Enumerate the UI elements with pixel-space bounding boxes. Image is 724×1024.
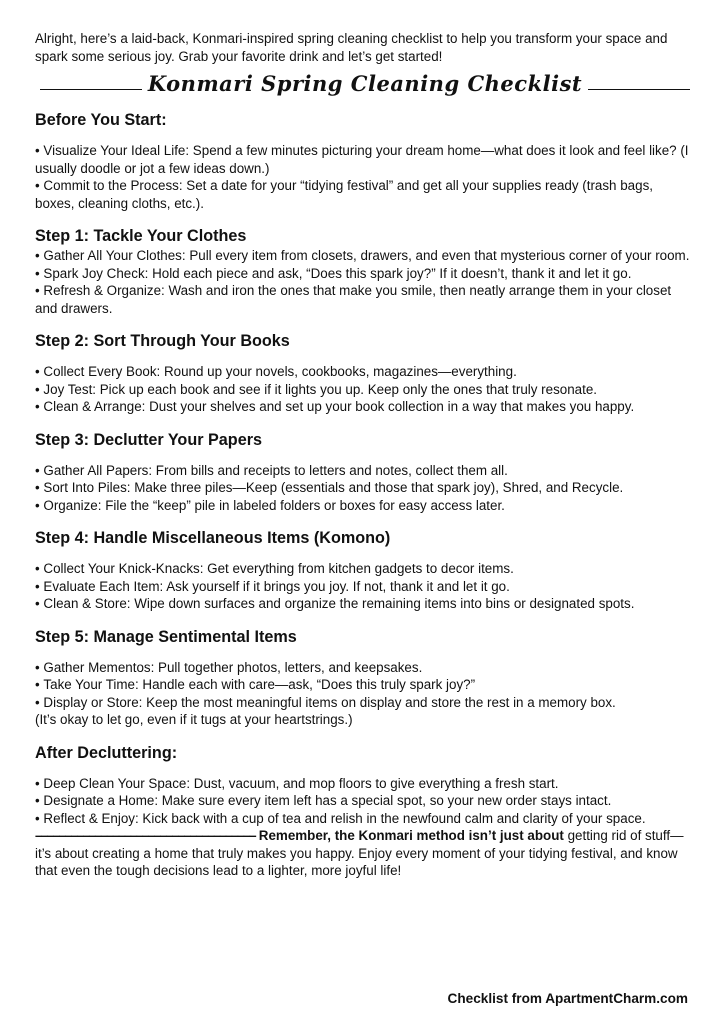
list-item: • Gather All Papers: From bills and receipts to letters and notes, collect them all. [35, 462, 695, 480]
section-step-1 [35, 226, 695, 317]
list-item: • Gather All Your Clothes: Pull every item from closets, drawers, and even that mysterious corner of your room. [35, 247, 695, 265]
list-item: • Gather Mementos: Pull together photos, letters, and keepsakes. [35, 659, 695, 677]
checklist-page [35, 30, 695, 880]
section-heading: Step 1: Tackle Your Clothes [35, 227, 247, 245]
list-item: • Collect Your Knick-Knacks: Get everything from kitchen gadgets to decor items. [35, 560, 695, 578]
list-item: • Spark Joy Check: Hold each piece and ask, “Does this spark joy?” If it doesn’t, thank it and let it go. [35, 265, 695, 283]
list-item: • Collect Every Book: Round up your novels, cookbooks, magazines—everything. [35, 363, 695, 381]
title-rule-right [588, 89, 690, 90]
section-heading: Step 2: Sort Through Your Books [35, 332, 290, 350]
list-item: • Deep Clean Your Space: Dust, vacuum, and mop floors to give everything a fresh start. [35, 775, 695, 793]
section-heading: After Decluttering: [35, 743, 178, 762]
section-step-3 [35, 430, 695, 515]
list-item: • Commit to the Process: Set a date for your “tidying festival” and get all your supplies ready (trash bags, boxes, cleaning cloths, etc.). [35, 177, 695, 212]
list-item: • Organize: File the “keep” pile in labeled folders or boxes for easy access later. [35, 497, 695, 515]
section-step-5 [35, 627, 695, 729]
list-item: • Designate a Home: Make sure every item left has a special spot, so your new order stays intact. [35, 792, 695, 810]
section-heading: Step 5: Manage Sentimental Items [35, 627, 297, 646]
section-heading: Step 3: Declutter Your Papers [35, 430, 262, 449]
title-banner [35, 71, 695, 96]
closing-paragraph [35, 827, 695, 880]
section-heading: Step 4: Handle Miscellaneous Items (Komono) [35, 529, 391, 547]
page-title: Konmari Spring Cleaning Checklist [147, 71, 583, 96]
closing-emphasis: Remember, the Konmari method isn’t just about [258, 828, 564, 843]
section-step-4 [35, 528, 695, 613]
section-note: (It’s okay to let go, even if it tugs at your heartstrings.) [35, 712, 353, 727]
source-credit: Checklist from ApartmentCharm.com [447, 991, 688, 1006]
closing-text: getting rid of stuff—it’s about creating a home that truly makes you happy. Enjoy every moment of your tidying festival, and know that even the tough decisions lead to a lighter, more joyful life! [35, 828, 684, 878]
list-item: • Evaluate Each Item: Ask yourself if it brings you joy. If not, thank it and let it go. [35, 578, 695, 596]
intro-text: Alright, here’s a laid-back, Konmari-inspired spring cleaning checklist to help you transform your space and spark some serious joy. Grab your favorite drink and let’s get started! [35, 31, 668, 64]
list-item: • Sort Into Piles: Make three piles—Keep (essentials and those that spark joy), Shred, and Recycle. [35, 479, 695, 497]
title-rule-left [40, 89, 142, 90]
section-heading: Before You Start: [35, 111, 167, 129]
closing-divider: ––––––––––––––––––––––––––––––––––––– [35, 828, 256, 843]
section-after-decluttering [35, 743, 695, 880]
list-item: • Visualize Your Ideal Life: Spend a few minutes picturing your dream home—what does it look and feel like? (I usually doodle or jot a few ideas down.) [35, 142, 695, 177]
list-item: • Clean & Store: Wipe down surfaces and organize the remaining items into bins or designated spots. [35, 595, 695, 613]
list-item: • Joy Test: Pick up each book and see if it lights you up. Keep only the ones that truly resonate. [35, 381, 695, 399]
list-item: • Reflect & Enjoy: Kick back with a cup of tea and relish in the newfound calm and clarity of your space. [35, 810, 695, 828]
section-step-2 [35, 331, 695, 416]
list-item: • Clean & Arrange: Dust your shelves and set up your book collection in a way that makes you happy. [35, 398, 695, 416]
section-before-you-start [35, 110, 695, 212]
list-item: • Refresh & Organize: Wash and iron the ones that make you smile, then neatly arrange them in your closet and drawers. [35, 282, 695, 317]
list-item: • Take Your Time: Handle each with care—ask, “Does this truly spark joy?” [35, 676, 695, 694]
list-item: • Display or Store: Keep the most meaningful items on display and store the rest in a memory box. [35, 694, 695, 712]
